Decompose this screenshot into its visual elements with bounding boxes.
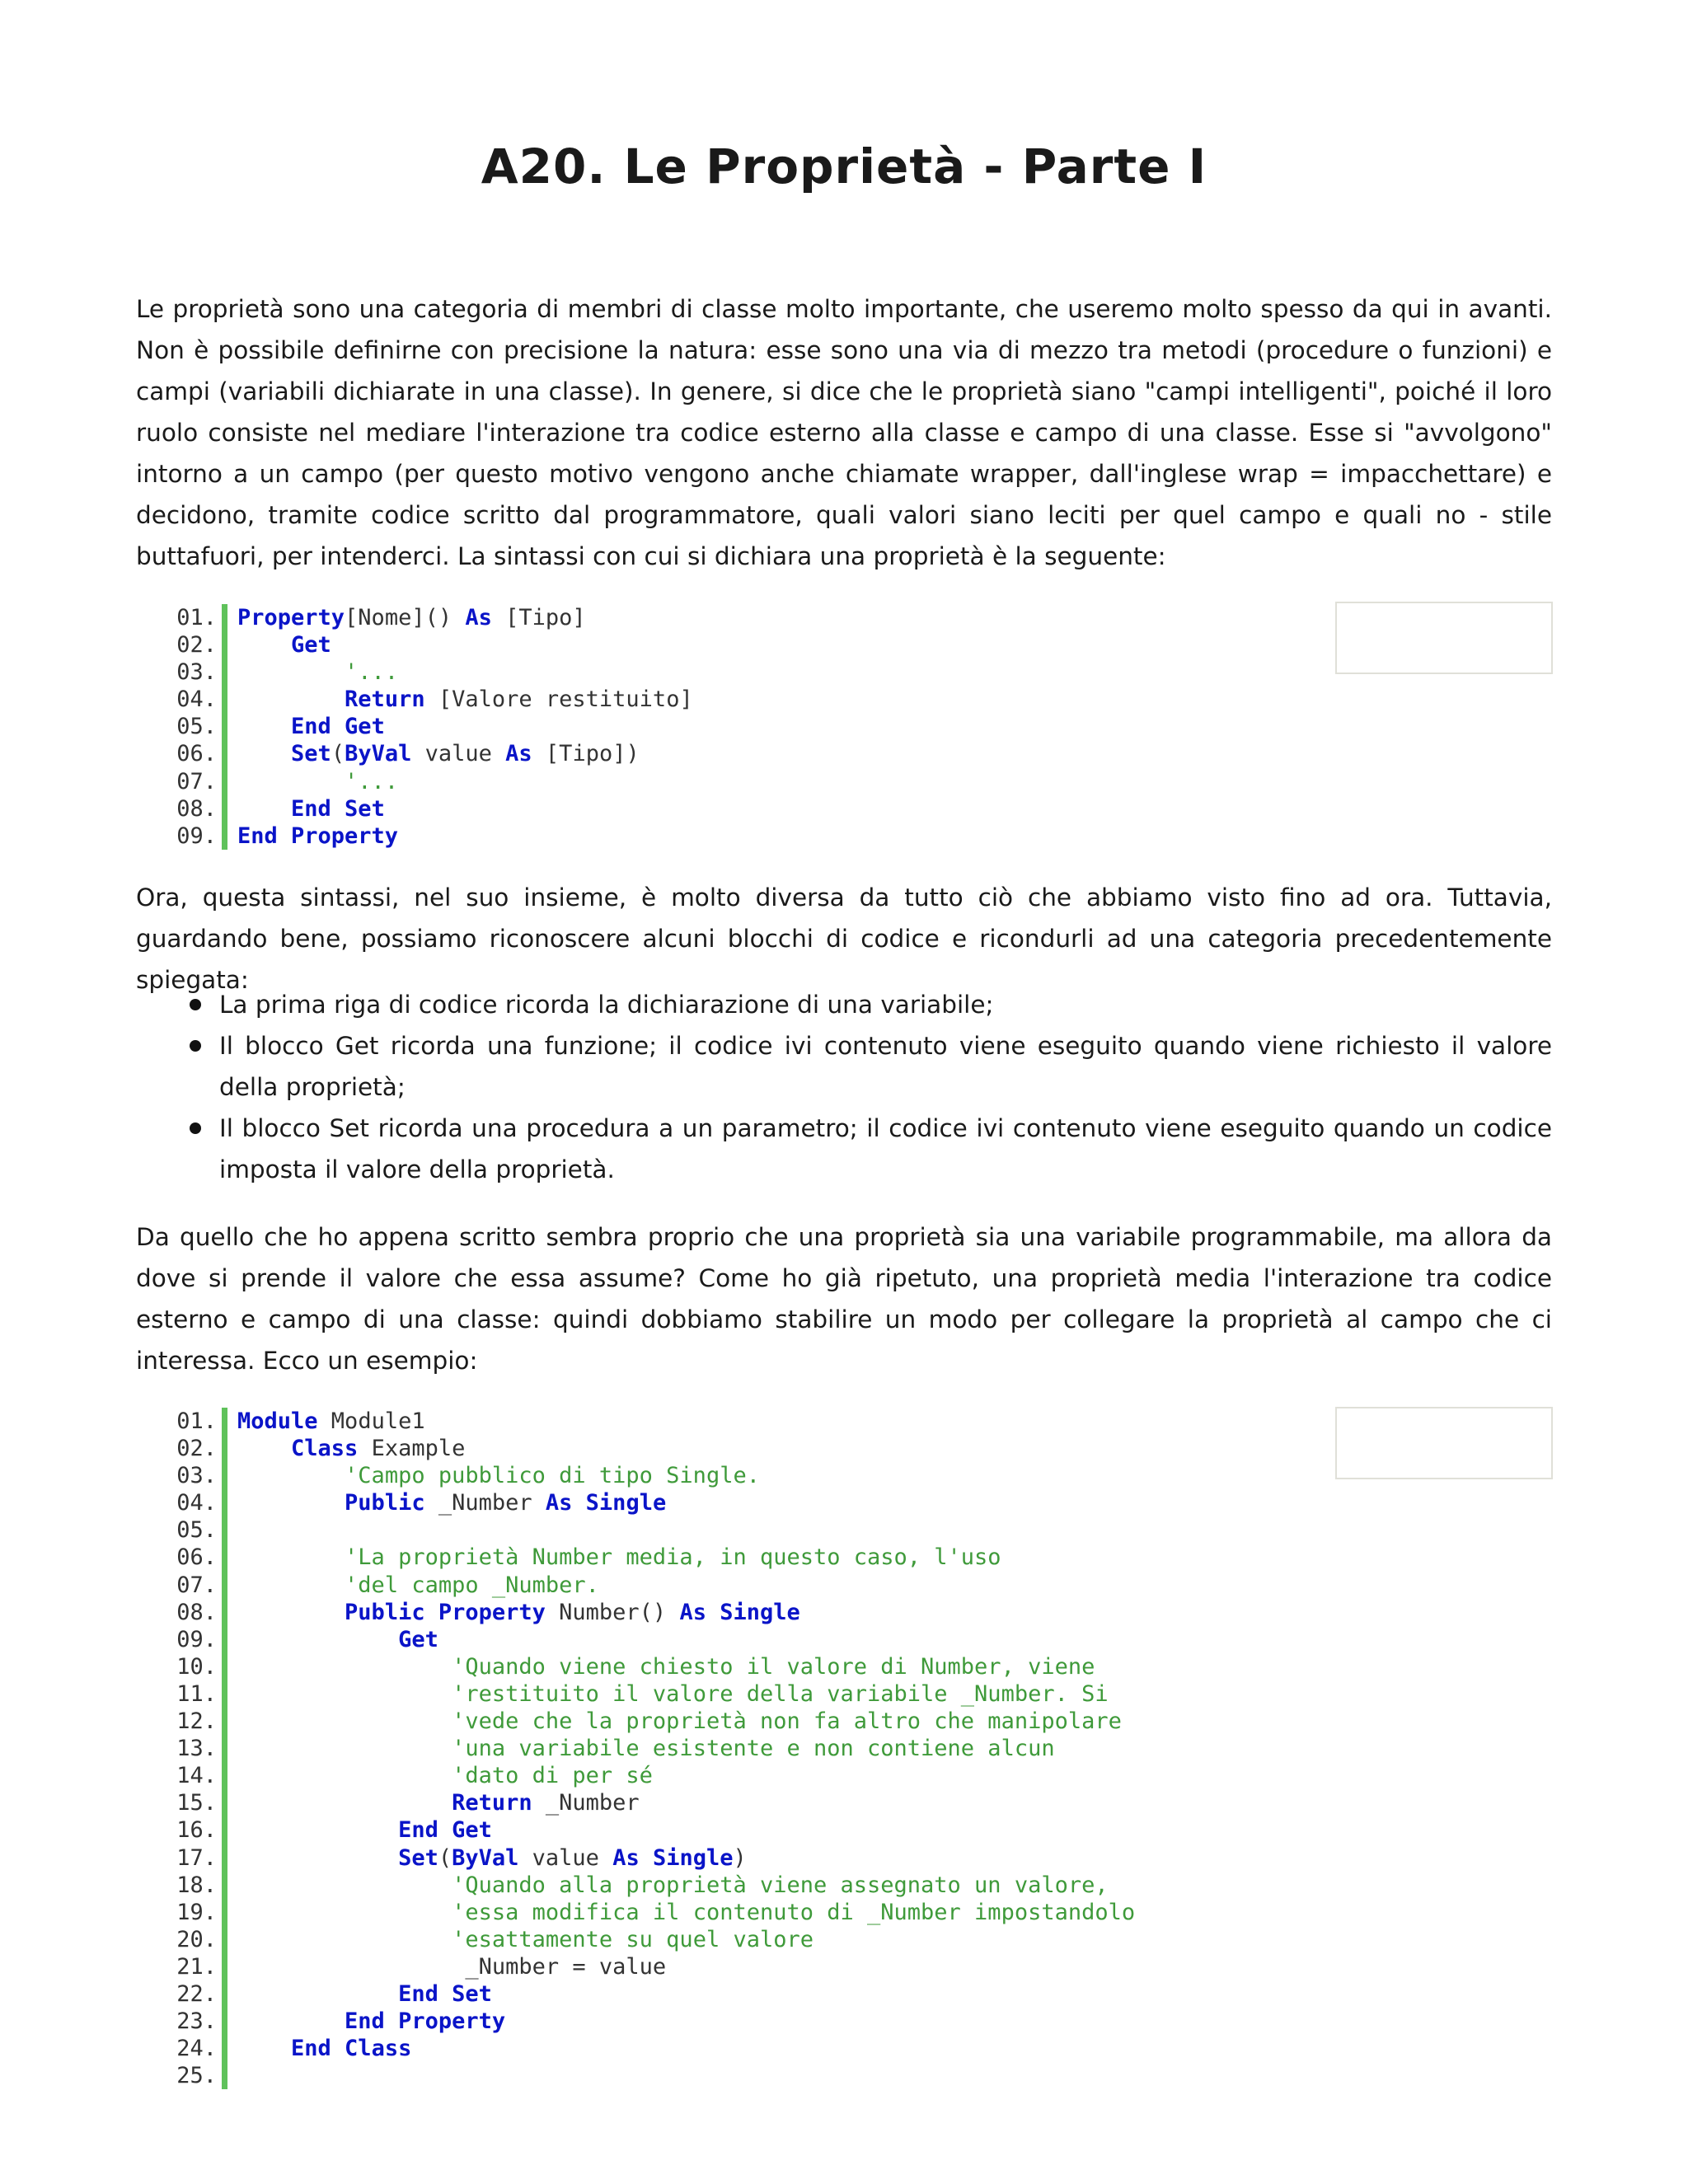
code-line — [169, 1816, 1135, 1844]
line-gutter-bar — [222, 1735, 227, 1762]
code-token: value — [411, 741, 506, 767]
code-line — [169, 1872, 1135, 1899]
line-gutter-bar — [222, 1980, 227, 2008]
code-line — [169, 1653, 1135, 1680]
line-number: 12. — [176, 1708, 217, 1735]
code-token — [237, 1708, 452, 1734]
line-number: 03. — [176, 1463, 217, 1489]
code-keyword: As — [465, 605, 492, 630]
code-toolbar-box — [1335, 1407, 1553, 1479]
code-text — [237, 1735, 1055, 1762]
code-comment: 'La proprietà Number media, in questo caso, l'uso — [345, 1544, 1001, 1571]
line-number: 18. — [176, 1872, 217, 1898]
line-number: 21. — [176, 1953, 217, 1980]
code-keyword: ByVal — [452, 1844, 519, 1871]
code-keyword: Module — [237, 1408, 318, 1434]
code-token — [237, 769, 345, 794]
line-gutter-bar — [222, 1544, 227, 1571]
code-text — [237, 1626, 438, 1653]
code-text — [237, 1872, 1109, 1899]
code-line — [169, 1572, 1135, 1599]
line-number: 15. — [176, 1790, 217, 1816]
code-line — [169, 740, 693, 767]
line-gutter-bar — [222, 1572, 227, 1599]
line-gutter-bar — [222, 795, 227, 823]
line-number: 10. — [176, 1653, 217, 1680]
code-line — [169, 2008, 1135, 2035]
code-token — [237, 1572, 345, 1598]
bullet-dot-icon — [190, 1122, 201, 1134]
code-comment: 'una variabile esistente e non contiene alcun — [452, 1736, 1055, 1762]
code-comment: 'Quando alla proprietà viene assegnato un valore, — [452, 1872, 1109, 1898]
code-token — [237, 1763, 452, 1788]
code-token — [237, 632, 291, 658]
code-text — [237, 1816, 492, 1844]
code-comment: '... — [345, 768, 399, 794]
code-line — [169, 1953, 1135, 1980]
syntax-code-block — [169, 604, 693, 850]
syntax-discussion-paragraph: Ora, questa sintassi, nel suo insieme, è molto diversa da tutto ciò che abbiamo visto fino ad ora. Tuttavia, guardando bene, possiamo riconoscere alcuni blocchi di codice e ricondurli ad una categoria precedentemente spiegata: — [136, 883, 1552, 994]
code-line — [169, 2035, 1135, 2062]
line-gutter-bar — [222, 740, 227, 767]
line-gutter-bar — [222, 1762, 227, 1789]
example-paragraph: Da quello che ho appena scritto sembra proprio che una proprietà sia una variabile programmabile, ma allora da dove si prende il valore che essa assume? Come ho già ripetuto, una proprietà media l'interazione tra codice esterno e campo di una classe: quindi dobbiamo stabilire un modo per collegare la proprietà al campo che ci interessa. Ecco un esempio: — [136, 1223, 1552, 1375]
line-number: 04. — [176, 1490, 217, 1516]
code-text — [237, 1462, 760, 1489]
line-number: 09. — [176, 823, 217, 849]
code-line — [169, 1462, 1135, 1489]
line-number: 19. — [176, 1899, 217, 1925]
code-keyword: As Single — [612, 1844, 734, 1871]
code-keyword: ByVal — [345, 741, 412, 767]
bullet-list — [190, 984, 1552, 1190]
line-number: 14. — [176, 1763, 217, 1789]
code-line — [169, 1789, 1135, 1816]
code-line — [169, 1926, 1135, 1953]
line-gutter-bar — [222, 823, 227, 850]
code-text — [237, 1953, 666, 1980]
line-gutter-bar — [222, 2008, 227, 2035]
code-keyword: End Set — [291, 795, 385, 822]
code-token — [237, 796, 291, 822]
line-gutter-bar — [222, 1844, 227, 1872]
line-gutter-bar — [222, 1953, 227, 1980]
code-text — [237, 1980, 492, 2008]
code-line — [169, 604, 693, 631]
list-item: Il blocco Get ricorda una funzione; il codice ivi contenuto viene eseguito quando viene richiesto il valore della proprietà; — [190, 1025, 1552, 1108]
line-number: 08. — [176, 1599, 217, 1625]
code-line — [169, 1489, 1135, 1516]
line-gutter-bar — [222, 1872, 227, 1899]
code-token: _Number = value — [452, 1953, 667, 1980]
line-number: 07. — [176, 1572, 217, 1598]
line-number: 20. — [176, 1926, 217, 1952]
code-line — [169, 1844, 1135, 1872]
code-keyword: Set — [398, 1844, 438, 1871]
line-gutter-bar — [222, 631, 227, 658]
code-text — [237, 2035, 411, 2062]
line-gutter-bar — [222, 658, 227, 686]
code-line — [169, 686, 693, 713]
code-token — [237, 1600, 345, 1625]
line-number: 05. — [176, 1517, 217, 1544]
line-gutter-bar — [222, 1708, 227, 1735]
code-keyword: As Single — [545, 1490, 667, 1516]
code-text — [237, 740, 640, 767]
code-text — [237, 1926, 814, 1953]
code-comment: 'essa modifica il contenuto di _Number impostandolo — [452, 1899, 1136, 1925]
line-number: 05. — [176, 714, 217, 740]
code-keyword: End Get — [398, 1817, 492, 1844]
line-number: 23. — [176, 2008, 217, 2035]
code-text — [237, 1544, 1001, 1571]
code-line — [169, 658, 693, 686]
code-line — [169, 768, 693, 795]
code-keyword: End Class — [291, 2036, 412, 2062]
code-keyword: Return — [345, 687, 425, 713]
line-gutter-bar — [222, 604, 227, 631]
line-number: 07. — [176, 768, 217, 794]
line-gutter-bar — [222, 768, 227, 795]
code-token — [237, 1927, 452, 1952]
line-number: 25. — [176, 2063, 217, 2089]
code-text — [237, 1762, 653, 1789]
code-keyword: As Single — [679, 1599, 800, 1625]
code-text — [237, 658, 398, 686]
code-text — [237, 1435, 465, 1462]
code-token — [237, 1981, 398, 2007]
line-number: 01. — [176, 1408, 217, 1434]
line-gutter-bar — [222, 1626, 227, 1653]
line-number: 02. — [176, 1436, 217, 1462]
code-token: _Number — [424, 1490, 546, 1516]
line-gutter-bar — [222, 1516, 227, 1544]
code-comment: 'Quando viene chiesto il valore di Number, viene — [452, 1653, 1095, 1680]
code-token — [237, 1654, 452, 1680]
bullet-dot-icon — [190, 1040, 201, 1052]
code-text — [237, 631, 331, 658]
line-gutter-bar — [222, 1899, 227, 1926]
code-keyword: End Property — [345, 2008, 506, 2035]
code-token — [237, 2008, 345, 2034]
code-text — [237, 1653, 1095, 1680]
code-token — [237, 1463, 345, 1488]
code-keyword: End Property — [237, 823, 399, 849]
code-text — [237, 1844, 747, 1872]
line-gutter-bar — [222, 1599, 227, 1626]
code-comment: '... — [345, 659, 399, 686]
code-text — [237, 686, 693, 713]
line-number: 02. — [176, 632, 217, 658]
code-token — [237, 714, 291, 739]
code-keyword: Get — [398, 1626, 438, 1652]
code-text — [237, 1899, 1135, 1926]
code-token — [237, 1436, 291, 1461]
code-line — [169, 1516, 1135, 1544]
list-item: Il blocco Set ricorda una procedura a un parametro; il codice ivi contenuto viene eseguito quando un codice imposta il valore della proprietà. — [190, 1108, 1552, 1190]
code-token — [237, 1544, 345, 1570]
code-token — [237, 1681, 452, 1707]
bullet-dot-icon — [190, 999, 201, 1010]
code-line — [169, 1626, 1135, 1653]
code-text — [237, 1572, 599, 1599]
line-gutter-bar — [222, 1653, 227, 1680]
list-item: La prima riga di codice ricorda la dichiarazione di una variabile; — [190, 984, 1552, 1025]
code-toolbar-box — [1335, 602, 1553, 674]
code-line — [169, 1408, 1135, 1435]
code-line — [169, 2062, 1135, 2089]
code-text — [237, 604, 586, 631]
code-keyword: End Set — [398, 1980, 492, 2007]
code-token: ( — [438, 1844, 452, 1871]
line-gutter-bar — [222, 713, 227, 740]
code-comment: 'dato di per sé — [452, 1763, 653, 1789]
code-comment: 'vede che la proprietà non fa altro che manipolare — [452, 1708, 1122, 1735]
code-text — [237, 768, 398, 795]
code-token: [Valore restituito] — [424, 687, 693, 713]
code-token — [237, 1817, 398, 1843]
code-keyword: Public — [345, 1490, 425, 1516]
code-text — [237, 1789, 640, 1816]
code-line — [169, 795, 693, 823]
code-token — [237, 2036, 291, 2061]
code-token: Number() — [545, 1599, 680, 1625]
code-text — [237, 1708, 1122, 1735]
code-text — [237, 1489, 666, 1516]
code-comment: 'esattamente su quel valore — [452, 1926, 814, 1952]
code-text — [237, 795, 385, 823]
code-comment: 'del campo _Number. — [345, 1572, 599, 1598]
line-number: 22. — [176, 1980, 217, 2007]
code-token — [237, 741, 291, 766]
line-gutter-bar — [222, 1489, 227, 1516]
code-line — [169, 713, 693, 740]
code-keyword: Return — [452, 1790, 532, 1816]
code-text — [237, 823, 398, 850]
line-gutter-bar — [222, 1680, 227, 1708]
code-token — [237, 1845, 398, 1871]
intro-paragraph: Le proprietà sono una categoria di membri di classe molto importante, che useremo molto spesso da qui in avanti. Non è possibile definirne con precisione la natura: esse sono una via di mezzo tra metodi (procedure o funzioni) e campi (variabili dichiarate in una classe). In genere, si dice che le proprietà siano "campi intelligenti", poiché il loro ruolo consiste nel mediare l'interazione tra codice esterno alla classe e campo di una classe. Esse si "avvolgono" intorno a un campo (per questo motivo vengono anche chiamate wrapper, dall'inglese wrap = impacchettare) e decidono, tramite codice scritto dal programmatore, quali valori siano leciti per quel campo e quali no - stile buttafuori, per intenderci. La sintassi con cui si dichiara una proprietà è la seguente: — [136, 295, 1552, 570]
code-line — [169, 1680, 1135, 1708]
code-text — [237, 713, 385, 740]
code-token: ) — [733, 1844, 747, 1871]
code-line — [169, 1708, 1135, 1735]
line-number: 09. — [176, 1626, 217, 1652]
code-line — [169, 823, 693, 850]
code-token: value — [518, 1844, 613, 1871]
code-comment: 'restituito il valore della variabile _Number. Si — [452, 1680, 1109, 1707]
code-text — [237, 1599, 800, 1626]
line-gutter-bar — [222, 1462, 227, 1489]
code-token: ( — [331, 741, 345, 767]
code-line — [169, 1735, 1135, 1762]
code-text — [237, 2008, 505, 2035]
line-number: 08. — [176, 795, 217, 822]
code-keyword: As — [505, 741, 532, 767]
line-number: 04. — [176, 687, 217, 713]
line-gutter-bar — [222, 1789, 227, 1816]
page-title: A20. Le Proprietà - Parte I — [481, 138, 1207, 194]
line-gutter-bar — [222, 1435, 227, 1462]
code-token — [237, 1736, 452, 1761]
example-code-block — [169, 1408, 1135, 2089]
code-line — [169, 1899, 1135, 1926]
code-line — [169, 631, 693, 658]
code-token — [237, 1872, 452, 1898]
code-line — [169, 1435, 1135, 1462]
code-line — [169, 1544, 1135, 1571]
code-token — [237, 659, 345, 685]
line-gutter-bar — [222, 1408, 227, 1435]
line-gutter-bar — [222, 1926, 227, 1953]
code-keyword: End Get — [291, 714, 385, 740]
code-token: [Tipo]) — [532, 741, 640, 767]
code-token — [237, 1954, 452, 1980]
code-line — [169, 1599, 1135, 1626]
line-number: 24. — [176, 2036, 217, 2062]
line-number: 16. — [176, 1817, 217, 1844]
line-gutter-bar — [222, 2062, 227, 2089]
code-token: [Nome]() — [345, 605, 466, 630]
code-token — [237, 1900, 452, 1925]
line-number: 06. — [176, 741, 217, 767]
code-keyword: Public Property — [345, 1599, 546, 1625]
code-keyword: Class — [291, 1436, 359, 1462]
code-text — [237, 1680, 1109, 1708]
code-token — [237, 687, 345, 712]
line-number: 03. — [176, 659, 217, 686]
line-number: 11. — [176, 1680, 217, 1707]
code-token — [237, 1790, 452, 1816]
code-token: [Tipo] — [491, 605, 586, 630]
line-gutter-bar — [222, 686, 227, 713]
line-number: 01. — [176, 605, 217, 630]
line-number: 13. — [176, 1736, 217, 1762]
line-number: 06. — [176, 1544, 217, 1571]
code-token: Module1 — [317, 1408, 425, 1434]
code-keyword: Property — [237, 605, 345, 630]
code-text — [237, 1408, 425, 1435]
code-keyword: Get — [291, 632, 331, 658]
line-number: 17. — [176, 1844, 217, 1871]
code-token — [237, 1490, 345, 1516]
code-line — [169, 1762, 1135, 1789]
code-token — [237, 1627, 398, 1652]
code-token: Example — [358, 1436, 466, 1462]
code-token: _Number — [532, 1790, 640, 1816]
line-gutter-bar — [222, 2035, 227, 2062]
code-comment: 'Campo pubblico di tipo Single. — [345, 1463, 760, 1489]
code-line — [169, 1980, 1135, 2008]
line-gutter-bar — [222, 1816, 227, 1844]
code-keyword: Set — [291, 741, 331, 767]
